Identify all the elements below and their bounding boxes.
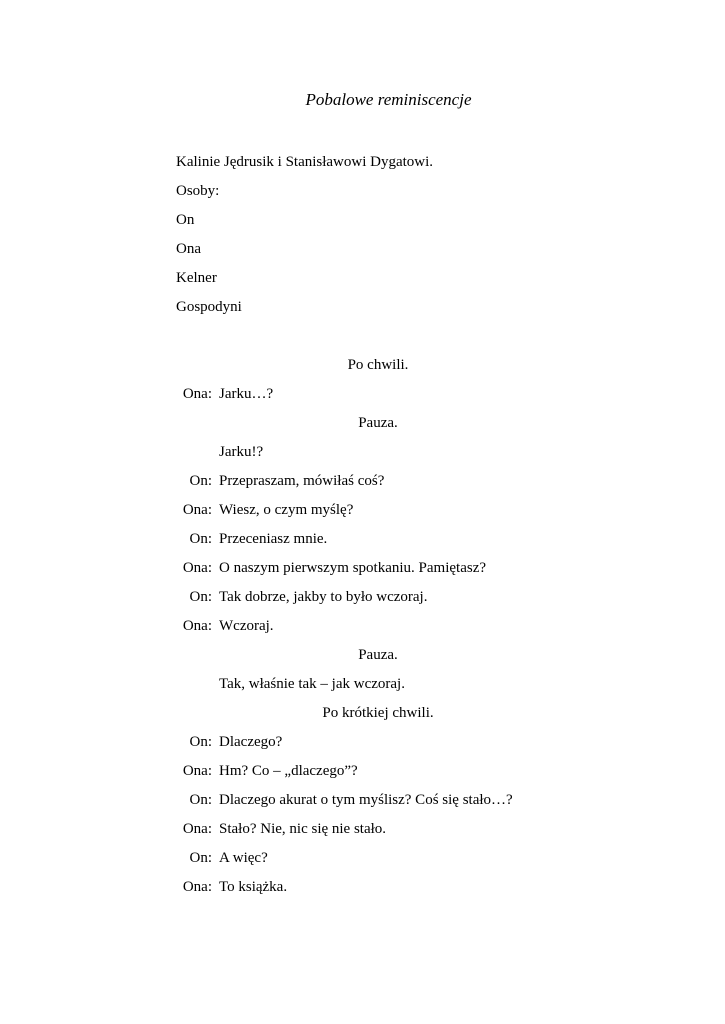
speaker-name: Ona: (182, 763, 212, 779)
speech-text: Przeceniasz mnie. (219, 531, 328, 547)
speaker-name: On: (189, 734, 212, 750)
cast-member: Ona (176, 241, 201, 257)
dialogue-line (0, 674, 725, 703)
dialogue-line (0, 500, 725, 529)
stage-direction-text: Po krótkiej chwili. (322, 705, 434, 721)
dialogue-line (0, 587, 725, 616)
speech-text: Hm? Co – „dlaczego”? (219, 763, 358, 779)
speech-text: Dlaczego? (219, 734, 283, 750)
stage-direction-text: Po chwili. (347, 357, 409, 373)
speech-text: Przepraszam, mówiłaś coś? (219, 473, 385, 489)
speaker-name: On: (189, 792, 212, 808)
dialogue-line (0, 732, 725, 761)
cast-member: Kelner (176, 270, 217, 286)
speaker-name: Ona: (182, 821, 212, 837)
speaker-name: On: (189, 531, 212, 547)
dialogue-line (0, 616, 725, 645)
speech-text: Wczoraj. (219, 618, 274, 634)
speaker-name: On: (189, 589, 212, 605)
speech-text: Wiesz, o czym myślę? (219, 502, 354, 518)
speaker-name: Ona: (182, 618, 212, 634)
cast-heading: Osoby: (176, 183, 220, 199)
speech-text: Tak dobrze, jakby to było wczoraj. (219, 589, 428, 605)
page-title: Pobalowe reminiscencje (305, 90, 472, 109)
dialogue-line (0, 529, 725, 558)
speech-text: Jarku…? (219, 386, 274, 402)
dialogue-line (0, 790, 725, 819)
stage-direction (0, 413, 725, 442)
dialogue-line (0, 761, 725, 790)
stage-direction (0, 355, 725, 384)
speaker-name: Ona: (182, 386, 212, 402)
speech-text: Tak, właśnie tak – jak wczoraj. (219, 676, 405, 692)
speech-text: To książka. (219, 879, 288, 895)
speech-text: Stało? Nie, nic się nie stało. (219, 821, 387, 837)
speaker-name: Ona: (182, 879, 212, 895)
speaker-name: On: (189, 850, 212, 866)
speech-text: Dlaczego akurat o tym myślisz? Coś się stało…? (219, 792, 513, 808)
stage-direction (0, 703, 725, 732)
dialogue-line (0, 471, 725, 500)
dialogue-line (0, 819, 725, 848)
dialogue-line (0, 848, 725, 877)
dialogue-line (0, 384, 725, 413)
speech-text: O naszym pierwszym spotkaniu. Pamiętasz? (219, 560, 487, 576)
dedication: Kalinie Jędrusik i Stanisławowi Dygatowi. (176, 154, 434, 170)
stage-direction-text: Pauza. (358, 647, 398, 663)
speaker-name: On: (189, 473, 212, 489)
cast-member: Gospodyni (176, 299, 242, 315)
dialogue-line (0, 877, 725, 906)
dialogue-line (0, 442, 725, 471)
front-matter (176, 152, 433, 326)
speaker-name: Ona: (182, 560, 212, 576)
speaker-name: Ona: (182, 502, 212, 518)
dialogue (0, 355, 725, 906)
speech-text: A więc? (219, 850, 268, 866)
stage-direction-text: Pauza. (358, 415, 398, 431)
stage-direction (0, 645, 725, 674)
dialogue-line (0, 558, 725, 587)
speech-text: Jarku!? (219, 444, 264, 460)
cast-member: On (176, 212, 195, 228)
